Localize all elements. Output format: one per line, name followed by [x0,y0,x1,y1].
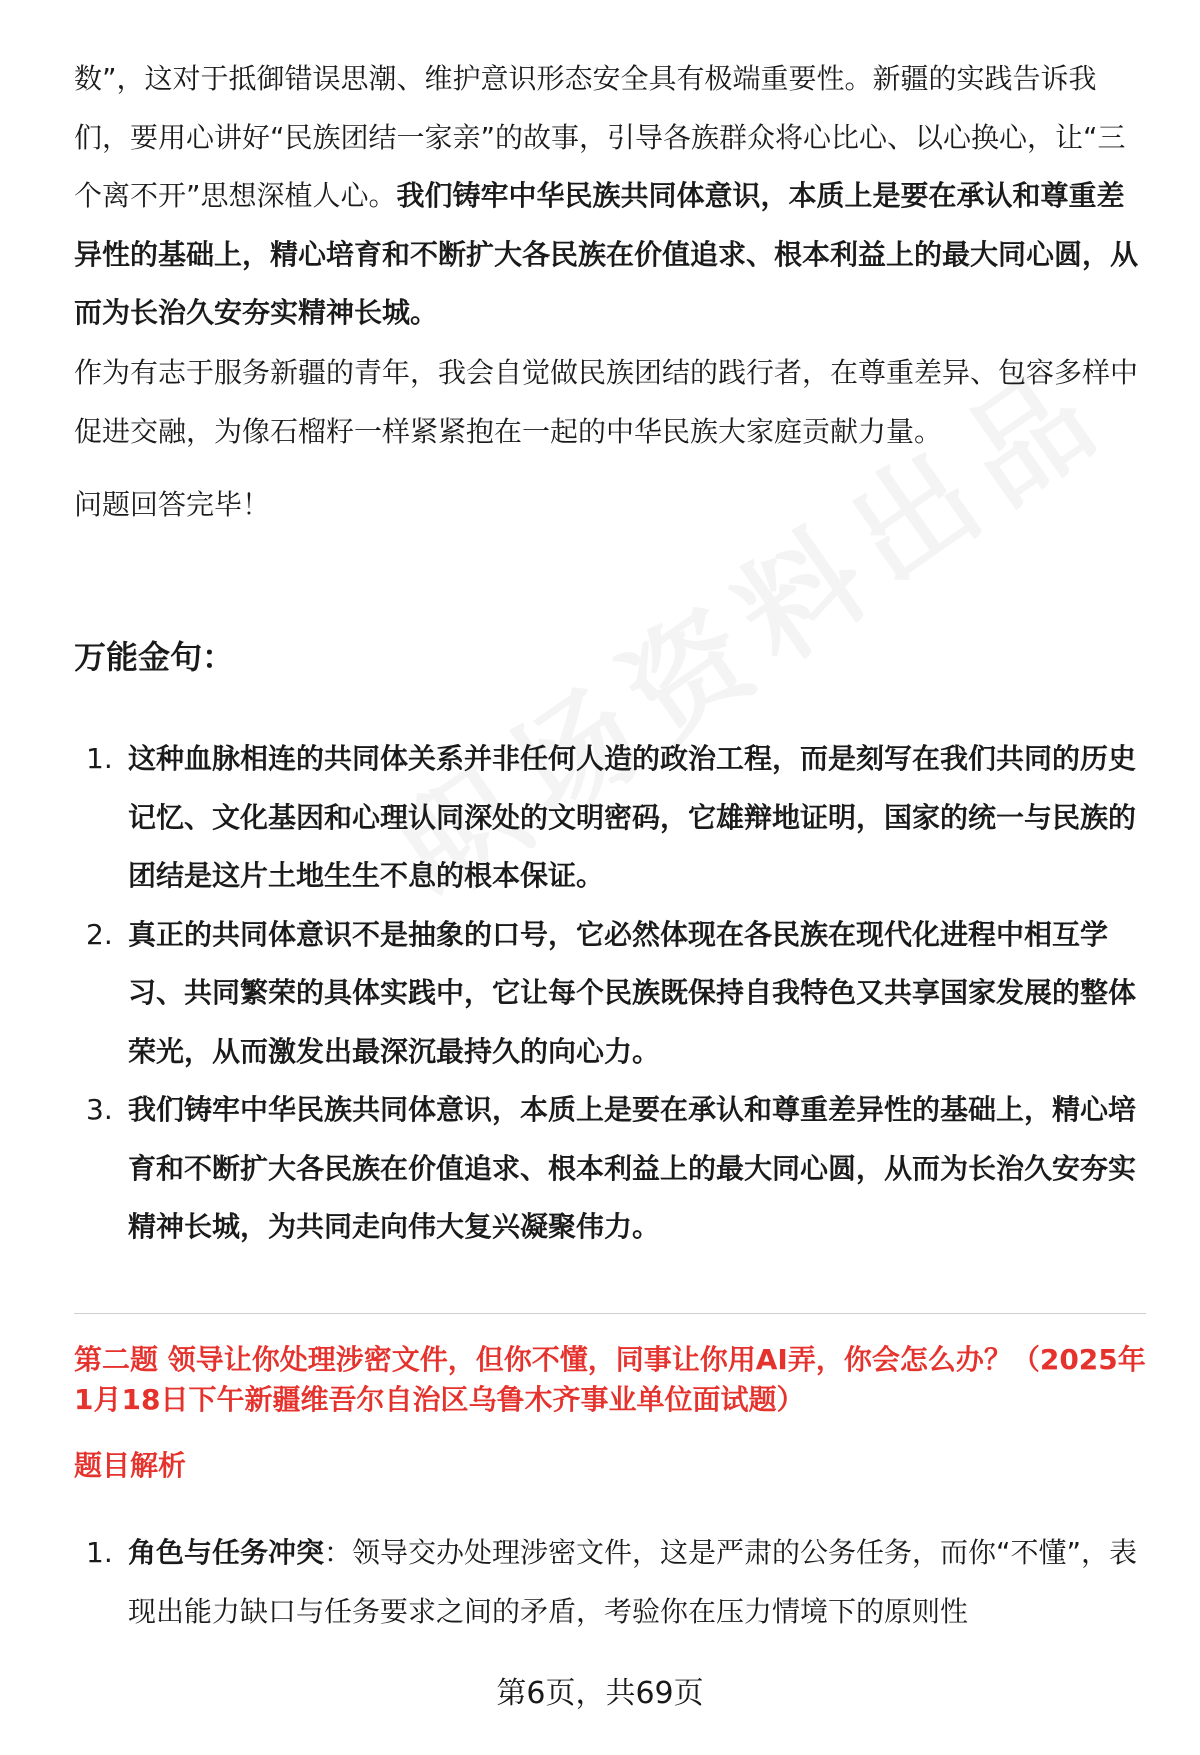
list-text: ：领导交办处理涉密文件，这是严肃的公务任务，而你“不懂”，表现出能力缺口与任务要求之间的矛盾，考验你在压力情境下的原则性 [128,1536,1138,1628]
page-footer: 第6页，共69页 [496,1676,704,1711]
analysis-list [74,1524,1146,1641]
paragraph-1-bold: 我们铸牢中华民族共同体意识，本质上是要在承认和尊重差异性的基础上，精心培育和不断扩大各民族在价值追求、根本利益上的最大同心圆，从而为长治久安夯实精神长城。 [74,179,1139,329]
list-item [74,1524,1146,1641]
golden-sentences-list [74,730,1146,1257]
list-number: 2. [86,917,113,951]
section-divider [74,1313,1146,1314]
question-2-title: 第二题 领导让你处理涉密文件，但你不懂，同事让你用AI弄，你会怎么办？（2025年1月18日下午新疆维吾尔自治区乌鲁木齐事业单位面试题） [74,1343,1146,1416]
list-item [74,906,1146,1082]
list-number: 1. [86,1536,113,1569]
list-text: 真正的共同体意识不是抽象的口号，它必然体现在各民族在现代化进程中相互学习、共同繁荣的具体实践中，它让每个民族既保持自我特色又共享国家发展的整体荣光，从而激发出最深沉最持久的向心力。 [128,917,1137,1068]
golden-sentences-heading: 万能金句： [74,638,235,676]
paragraph-1 [74,50,1146,343]
analysis-heading: 题目解析 [74,1449,187,1482]
list-number: 1. [86,742,113,775]
list-number: 3. [86,1093,113,1126]
list-text: 我们铸牢中华民族共同体意识，本质上是要在承认和尊重差异性的基础上，精心培育和不断扩大各民族在价值追求、根本利益上的最大同心圆，从而为长治久安夯实精神长城，为共同走向伟大复兴凝聚伟力。 [128,1093,1137,1243]
paragraph-3: 问题回答完毕！ [74,488,271,521]
paragraph-2: 作为有志于服务新疆的青年，我会自觉做民族团结的践行者，在尊重差异、包容多样中促进交融，为像石榴籽一样紧紧抱在一起的中华民族大家庭贡献力量。 [74,356,1139,448]
list-bold-term: 角色与任务冲突 [128,1536,325,1569]
list-item [74,1081,1146,1257]
list-item [74,730,1146,906]
paragraph-1-text: 数”，这对于抵御错误思潮、维护意识形态安全具有极端重要性。新疆的实践告诉我们，要用心讲好“民族团结一家亲”的故事，引导各族群众将心比心、以心换心，让“三个离不开”思想深植人心。 [74,62,1126,212]
list-text: 这种血脉相连的共同体关系并非任何人造的政治工程，而是刻写在我们共同的历史记忆、文化基因和心理认同深处的文明密码，它雄辩地证明，国家的统一与民族的团结是这片土地生生不息的根本保证。 [128,742,1137,892]
